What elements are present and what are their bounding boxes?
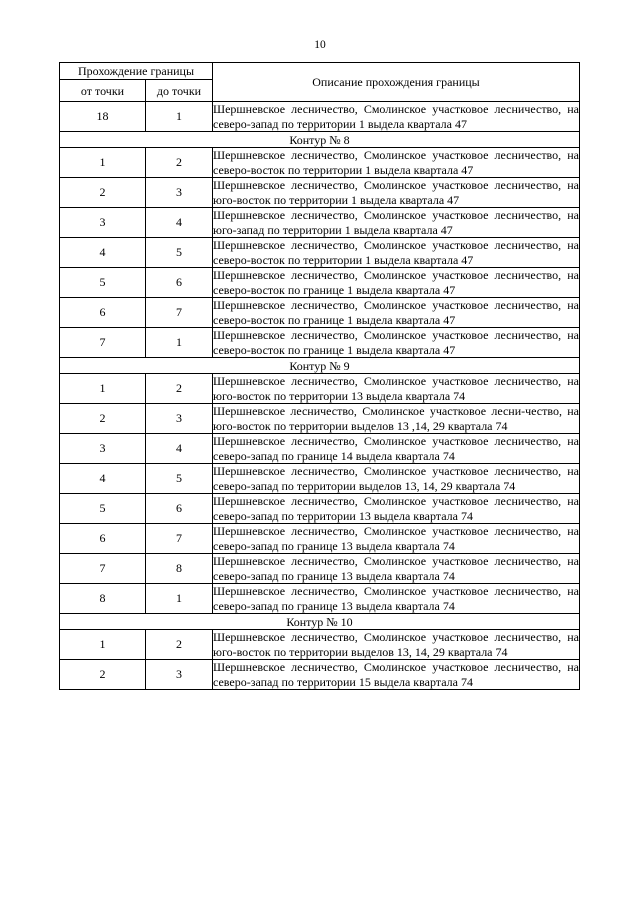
description-cell: Шершневское лесничество, Смолинское участковое лесничество, на северо-запад по территории выделов 13, 14, 29 квартала 74 xyxy=(213,464,579,493)
table-row xyxy=(60,268,580,298)
to-point-cell: 6 xyxy=(146,494,213,524)
to-point-cell: 2 xyxy=(146,148,213,178)
from-point-cell: 8 xyxy=(60,584,146,614)
description-cell: Шершневское лесничество, Смолинское участковое лесничество, на юго-запад по территории 1 выдела квартала 47 xyxy=(213,208,579,237)
table-row xyxy=(60,494,580,524)
header-to-point: до точки xyxy=(146,80,213,102)
contour-heading-row xyxy=(60,614,580,630)
table-row xyxy=(60,554,580,584)
table-row xyxy=(60,328,580,358)
from-point-cell: 4 xyxy=(60,464,146,494)
table-row xyxy=(60,404,580,434)
table-row xyxy=(60,630,580,660)
from-point-cell: 6 xyxy=(60,524,146,554)
table-row xyxy=(60,374,580,404)
to-point-cell: 1 xyxy=(146,328,213,358)
description-cell: Шершневское лесничество, Смолинское участковое лесничество, на северо-восток по границе 1 выдела квартала 47 xyxy=(213,268,579,297)
table-body xyxy=(60,102,580,690)
to-point-cell: 2 xyxy=(146,374,213,404)
to-point-cell: 8 xyxy=(146,554,213,584)
to-point-cell: 1 xyxy=(146,102,213,132)
description-cell: Шершневское лесничество, Смолинское участковое лесни-чество, на юго-восток по территории выделов 13 ,14, 29 квартала 74 xyxy=(213,404,579,433)
description-cell: Шершневское лесничество, Смолинское участковое лесничество, на северо-восток по границе 1 выдела квартала 47 xyxy=(213,328,579,357)
description-cell: Шершневское лесничество, Смолинское участковое лесничество, на юго-восток по территории 13 выдела квартала 74 xyxy=(213,374,579,403)
to-point-cell: 2 xyxy=(146,630,213,660)
table-row xyxy=(60,148,580,178)
to-point-cell: 5 xyxy=(146,464,213,494)
table-row xyxy=(60,298,580,328)
from-point-cell: 7 xyxy=(60,328,146,358)
description-cell: Шершневское лесничество, Смолинское участковое лесничество, на северо-восток по территории 1 выдела квартала 47 xyxy=(213,148,579,177)
from-point-cell: 5 xyxy=(60,268,146,298)
page-number: 10 xyxy=(314,39,326,51)
table-row xyxy=(60,238,580,268)
to-point-cell: 4 xyxy=(146,434,213,464)
table-row xyxy=(60,584,580,614)
description-cell: Шершневское лесничество, Смолинское участковое лесничество, на северо-запад по территории 15 выдела квартала 74 xyxy=(213,660,579,689)
from-point-cell: 2 xyxy=(60,660,146,690)
boundary-table xyxy=(59,62,580,690)
from-point-cell: 5 xyxy=(60,494,146,524)
from-point-cell: 4 xyxy=(60,238,146,268)
contour-heading: Контур № 10 xyxy=(60,614,580,630)
to-point-cell: 3 xyxy=(146,660,213,690)
header-boundary-passage: Прохождение границы xyxy=(60,63,213,80)
contour-heading: Контур № 9 xyxy=(60,358,580,374)
from-point-cell: 7 xyxy=(60,554,146,584)
from-point-cell: 18 xyxy=(60,102,146,132)
to-point-cell: 1 xyxy=(146,584,213,614)
to-point-cell: 3 xyxy=(146,178,213,208)
from-point-cell: 1 xyxy=(60,630,146,660)
contour-heading: Контур № 8 xyxy=(60,132,580,148)
table-row xyxy=(60,434,580,464)
table-row xyxy=(60,660,580,690)
description-cell: Шершневское лесничество, Смолинское участковое лесничество, на северо-восток по границе 1 выдела квартала 47 xyxy=(213,298,579,327)
to-point-cell: 6 xyxy=(146,268,213,298)
to-point-cell: 3 xyxy=(146,404,213,434)
to-point-cell: 7 xyxy=(146,524,213,554)
table-row xyxy=(60,464,580,494)
description-cell: Шершневское лесничество, Смолинское участковое лесничество, на северо-запад по границе 13 выдела квартала 74 xyxy=(213,554,579,583)
description-cell: Шершневское лесничество, Смолинское участковое лесничество, на северо-восток по территории 1 выдела квартала 47 xyxy=(213,238,579,267)
from-point-cell: 3 xyxy=(60,208,146,238)
from-point-cell: 1 xyxy=(60,374,146,404)
description-cell: Шершневское лесничество, Смолинское участковое лесничество, на северо-запад по границе 14 выдела квартала 74 xyxy=(213,434,579,463)
table-row xyxy=(60,102,580,132)
description-cell: Шершневское лесничество, Смолинское участковое лесничество, на северо-запад по территории 13 выдела квартала 74 xyxy=(213,494,579,523)
contour-heading-row xyxy=(60,132,580,148)
contour-heading-row xyxy=(60,358,580,374)
description-cell: Шершневское лесничество, Смолинское участковое лесничество, на северо-запад по границе 13 выдела квартала 74 xyxy=(213,584,579,613)
from-point-cell: 3 xyxy=(60,434,146,464)
from-point-cell: 6 xyxy=(60,298,146,328)
header-description: Описание прохождения границы xyxy=(213,63,580,102)
table-row xyxy=(60,178,580,208)
description-cell: Шершневское лесничество, Смолинское участковое лесничество, на юго-восток по территории выделов 13, 14, 29 квартала 74 xyxy=(213,630,579,659)
from-point-cell: 1 xyxy=(60,148,146,178)
table-row xyxy=(60,524,580,554)
description-cell: Шершневское лесничество, Смолинское участковое лесничество, на юго-восток по территории 1 выдела квартала 47 xyxy=(213,178,579,207)
to-point-cell: 4 xyxy=(146,208,213,238)
table-row xyxy=(60,208,580,238)
header-from-point: от точки xyxy=(60,80,146,102)
description-cell: Шершневское лесничество, Смолинское участковое лесничество, на северо-запад по территории 1 выдела квартала 47 xyxy=(213,102,579,131)
to-point-cell: 5 xyxy=(146,238,213,268)
description-cell: Шершневское лесничество, Смолинское участковое лесничество, на северо-запад по границе 13 выдела квартала 74 xyxy=(213,524,579,553)
from-point-cell: 2 xyxy=(60,404,146,434)
from-point-cell: 2 xyxy=(60,178,146,208)
to-point-cell: 7 xyxy=(146,298,213,328)
